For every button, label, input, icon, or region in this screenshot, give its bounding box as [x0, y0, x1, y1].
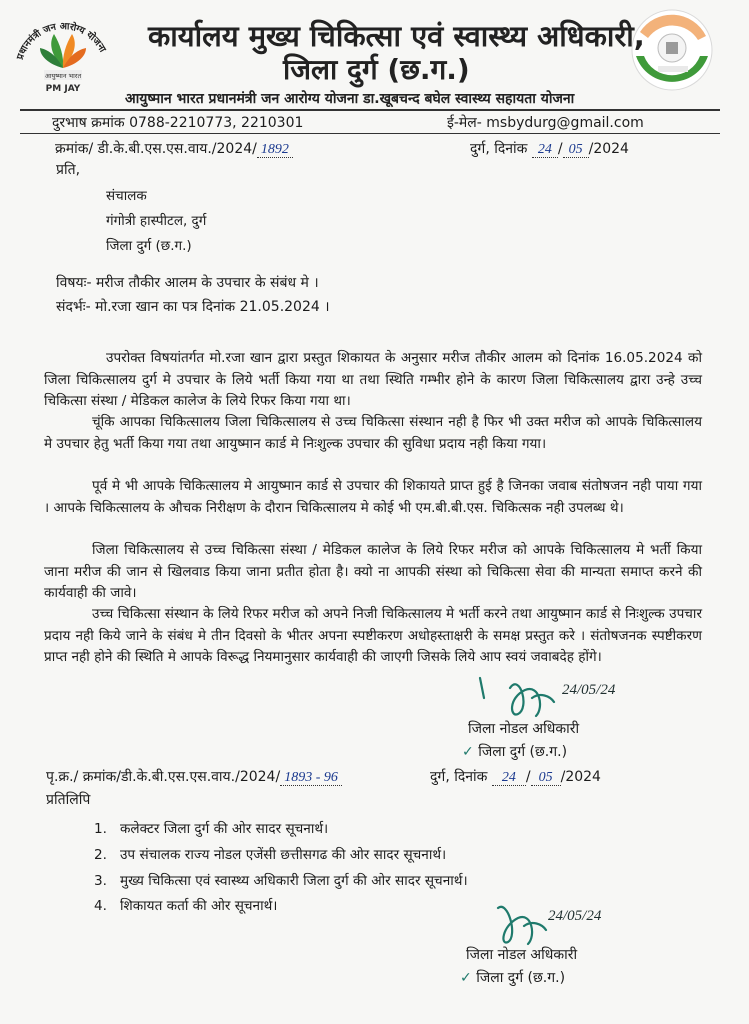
signature-1: [470, 668, 660, 724]
copy-item-number: 2.: [94, 847, 107, 863]
copy-date-prefix: दुर्ग, दिनांक: [430, 769, 488, 785]
date-line: दुर्ग, दिनांक 24 / 05 /2024: [470, 141, 629, 157]
body-paragraph: उच्च चिकित्सा संस्थान के लिये रिफर मरीज को अपने निजी चिकित्सालय मे भर्ती करने तथा आयुष्मान कार्ड से निःशुल्क उपचार प्रदाय नही किये जाने के संबंध मे तीन दिवसो के भीतर अपना स्पष्टीकरण अधोहस्ताक्षरी के समक्ष प्रस्तुत करे । संतोषजनक स्पष्टीकरण प्राप्त नही होने की स्थिति मे आपके विरूद्ध नियमानुसार कार्यवाही की जाएगी जिसके लिये आप स्वयं जवाबदेह होंगे।: [44, 606, 702, 665]
copy-item-number: 1.: [94, 821, 107, 837]
logo-sub-text: आयुष्मान भारत: [44, 72, 82, 80]
copy-list-item: [94, 895, 277, 914]
copy-item-text: शिकायत कर्ता की ओर सूचनार्थ।: [119, 898, 278, 914]
scheme-name: आयुष्मान भारत प्रधानमंत्री जन आरोग्य योजना डा.खूबचन्द बघेल स्वास्थ्य सहायता योजना: [125, 91, 575, 107]
copy-list-item: [94, 870, 468, 889]
copy-date-month: 05: [531, 770, 561, 786]
copy-item-number: 3.: [94, 873, 107, 889]
recipient-line: गंगोत्री हास्पीटल, दुर्ग: [106, 213, 207, 229]
copy-item-text: कलेक्टर जिला दुर्ग की ओर सादर सूचनार्थ।: [119, 821, 329, 837]
recipient-line: जिला दुर्ग (छ.ग.): [106, 238, 192, 254]
reference-line: संदर्भः- मो.रजा खान का पत्र दिनांक 21.05.2024 ।: [56, 299, 330, 315]
copy-list-item: [94, 844, 446, 863]
subject-line: विषयः- मरीज तौकीर आलम के उपचार के संबंध मे ।: [56, 275, 319, 291]
copy-heading: प्रतिलिपि: [46, 792, 91, 808]
recipient-line: संचालक: [106, 188, 147, 204]
ref-prefix: क्रमांक/ डी.के.बी.एस.एस.वाय./2024/: [55, 141, 257, 157]
district-title: जिला दुर्ग (छ.ग.): [283, 53, 470, 86]
meta-divider: [20, 133, 720, 134]
copy-signatory-title: जिला नोडल अधिकारी: [466, 947, 578, 963]
signature-date: 24/05/24: [562, 682, 616, 698]
phone-line: दुरभाष क्रमांक 0788-2210773, 2210301: [52, 115, 304, 131]
body-paragraph: पूर्व मे भी आपके चिकित्सालय मे आयुष्मान कार्ड से उपचार की शिकायते प्राप्त हुई है जिनका जवाब संतोषजन नही पाया गया । आपके चिकित्सालय के औचक निरीक्षण के दौरान चिकित्सालय मे कोई भी एम.बी.बी.एस. चिकित्सक नही उपलब्ध थे।: [44, 478, 702, 516]
body-paragraph: चूंकि आपका चिकित्सालय जिला चिकित्सालय से उच्च चिकित्सा संस्थान नही है फिर भी उक्त मरीज को आपके चिकित्सालय मे उपचार हेतु भर्ती किया गया तथा आयुष्मान कार्ड मे निःशुल्क उपचार की सुविधा प्रदाय नही किया गया।: [44, 414, 702, 452]
seal-mark-icon: ✓: [462, 744, 479, 760]
ref-line: [55, 139, 293, 158]
email-line: ई-मेल- msbydurg@gmail.com: [447, 115, 644, 131]
copy-signatory-place-text: जिला दुर्ग (छ.ग.): [476, 970, 566, 986]
copy-list-item: [94, 818, 328, 837]
copy-date-year: /2024: [560, 769, 601, 785]
signatory-place-text: जिला दुर्ग (छ.ग.): [478, 744, 568, 760]
date-month: 05: [563, 142, 589, 158]
copy-signatory-place: [460, 968, 565, 987]
body-paragraph: उपरोक्त विषयांतर्गत मो.रजा खान द्वारा प्रस्तुत शिकायत के अनुसार मरीज तौकीर आलम को दिनांक 16.05.2024 को जिला चिकित्सालय दुर्ग मे उपचार के लिये भर्ती किया गया था तथा स्थिति गम्भीर होने के कारण जिला चिकित्सालय द्वारा उन्हे उच्च चिकित्सा संस्था / मेडिकल कालेज के लिये रिफर किया गया था।: [44, 350, 702, 409]
header-divider: [20, 109, 720, 111]
logo-caption: PM JAY: [45, 84, 81, 94]
logo-arc-text: प्रधानमंत्री जन आरोग्य योजना: [14, 20, 108, 62]
copy-date-day: 24: [492, 770, 526, 786]
copy-item-number: 4.: [94, 898, 107, 914]
date-year: /2024: [588, 141, 629, 157]
seal-mark-icon: ✓: [460, 970, 477, 986]
signature-2: [488, 896, 648, 952]
pmjay-logo: [8, 4, 118, 96]
copy-item-text: मुख्य चिकित्सा एवं स्वास्थ्य अधिकारी जिला दुर्ग की ओर सादर सूचनार्थ।: [119, 873, 468, 889]
copy-ref-prefix: पृ.क्र./ क्रमांक/डी.के.बी.एस.एस.वाय./2024/: [46, 769, 281, 785]
copy-item-text: उप संचालक राज्य नोडल एजेंसी छत्तीसगढ की ओर सादर सूचनार्थ।: [119, 847, 447, 863]
body-paragraph: जिला चिकित्सालय से उच्च चिकित्सा संस्था / मेडिकल कालेज के लिये रिफर मरीज को आपके चिकित्सालय मे भर्ती किया जाना मरीज की जान से खिलवाड किया जाना प्रतीत होता है। क्यो ना आपकी संस्था को चिकित्सा सेवा की मान्यता समाप्त करने की कार्यवाही की जावे।: [44, 542, 702, 601]
date-day: 24: [532, 142, 558, 158]
copy-ref-number: 1893 - 96: [280, 770, 342, 786]
date-prefix: दुर्ग, दिनांक: [470, 141, 528, 157]
signatory-title: जिला नोडल अधिकारी: [468, 721, 580, 737]
signature-date: 24/05/24: [548, 908, 602, 924]
office-title: कार्यालय मुख्य चिकित्सा एवं स्वास्थ्य अधिकारी,: [148, 19, 645, 53]
signatory-place: [462, 742, 567, 761]
ref-number: 1892: [257, 142, 293, 158]
copy-ref-line: [46, 767, 342, 786]
to-label: प्रति,: [56, 162, 81, 178]
copy-date-line: दुर्ग, दिनांक 24 / 05 /2024: [430, 769, 601, 785]
